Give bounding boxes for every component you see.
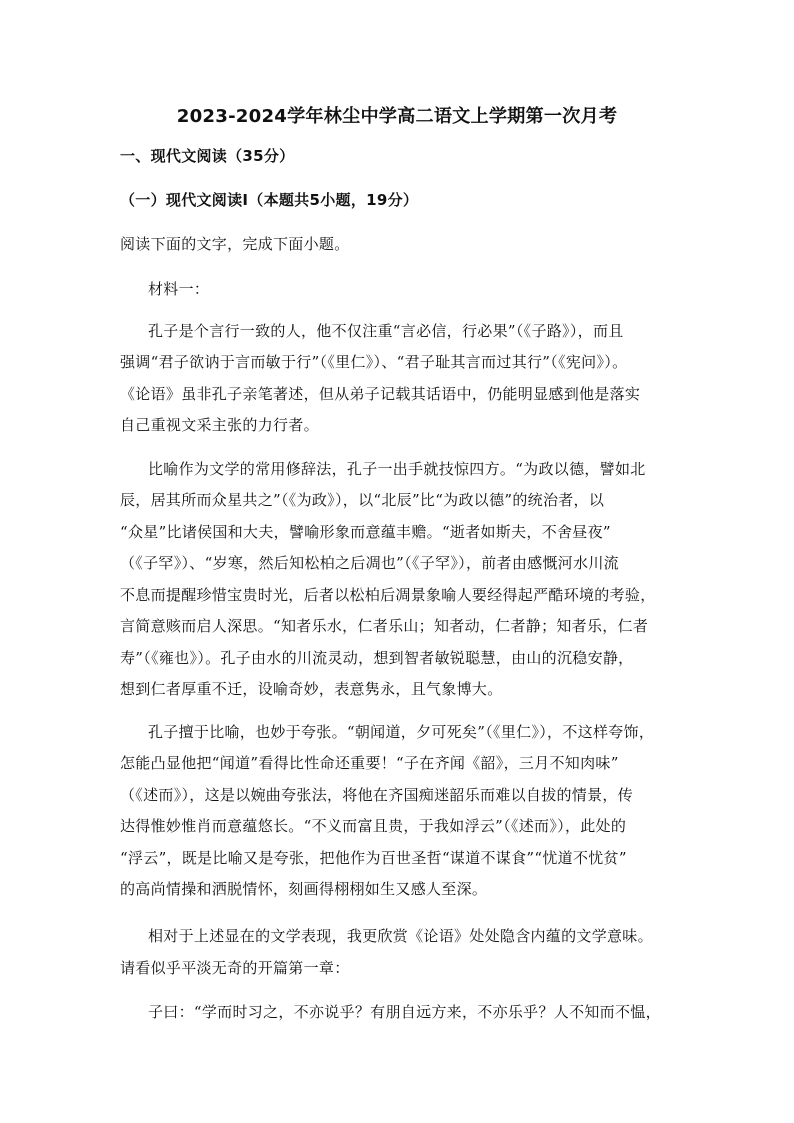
paragraph-line: 子曰：“学而时习之，不亦说乎？有朋自远方来，不亦乐乎？人不知而不愠，	[148, 1003, 661, 1021]
paragraph-line: 《论语》虽非孔子亲笔著述，但从弟子记载其话语中，仍能明显感到他是落实	[120, 385, 641, 403]
paragraph-line: 请看似乎平淡无奇的开篇第一章：	[120, 959, 350, 977]
paragraph-line: 不息而提醒珍惜宝贵时光，后者以松柏后凋景象喻人要经得起严酷环境的考验，	[120, 586, 656, 604]
paragraph-line: 强调“君子欲讷于言而敏于行”（《里仁》）、“君子耻其言而过其行”（《宪问》）。	[120, 353, 628, 371]
paragraph-line: （《述而》），这是以婉曲夸张法，将他在齐国痴迷韶乐而难以自拔的情景，传	[120, 786, 634, 804]
paragraph-line: 辰，居其所而众星共之”（《为政》），以“北辰”比“为政以德”的统治者，以	[120, 491, 605, 509]
paragraph-line: “浮云”，既是比喻又是夸张，把他作为百世圣哲“谋道不谋食”“忧道不忧贫”	[120, 849, 627, 867]
paragraph-line: 想到仁者厚重不迁，设喻奇妙，表意隽永，且气象博大。	[120, 680, 503, 698]
paragraph-line: 比喻作为文学的常用修辞法，孔子一出手就技惊四方。“为政以德，譬如北	[148, 460, 646, 478]
section-heading: 一、现代文阅读（35分）	[120, 147, 295, 165]
paragraph-line: 相对于上述显在的文学表现，我更欣赏《论语》处处隐含内蕴的文学意味。	[148, 927, 653, 945]
paragraph-line: 寿”（《雍也》）。孔子由水的川流灵动，想到智者敏锐聪慧，由山的沉稳安静，	[120, 649, 634, 667]
paragraph-line: 自己重视文采主张的力行者。	[120, 416, 319, 434]
paragraph-line: 怎能凸显他把“闻道”看得比性命还重要！“子在齐闻《韶》，三月不知肉味”	[120, 754, 619, 772]
subsection-heading: （一）现代文阅读Ⅰ（本题共5小题，19分）	[120, 191, 419, 209]
material-label: 材料一：	[148, 280, 210, 298]
paragraph-line: （《子罕》）、“岁寒，然后知松柏之后凋也”（《子罕》），前者由感慨河水川流	[120, 554, 619, 572]
paragraph-line: 达得惟妙惟肖而意蕴悠长。“不义而富且贵，于我如浮云”（《述而》），此处的	[120, 817, 627, 835]
paragraph-line: 的高尚情操和洒脱情怀，刻画得栩栩如生又感人至深。	[120, 880, 488, 898]
paragraph-line: 孔子擅于比喻，也妙于夸张。“朝闻道，夕可死矣”（《里仁》），不这样夸饰，	[148, 723, 655, 741]
paragraph-line: 孔子是个言行一致的人，他不仅注重“言必信，行必果”（《子路》），而且	[148, 322, 624, 340]
paragraph-line: 言简意赅而启人深思。“知者乐水，仁者乐山；知者动，仁者静；知者乐，仁者	[120, 617, 649, 635]
instruction-text: 阅读下面的文字，完成下面小题。	[120, 235, 350, 253]
paragraph-line: “众星”比诸侯国和大夫，譬喻形象而意蕴丰赡。“逝者如斯夫，不舍昼夜”	[120, 523, 611, 541]
document-title: 2023-2024学年林尘中学高二语文上学期第一次月考	[176, 106, 618, 127]
